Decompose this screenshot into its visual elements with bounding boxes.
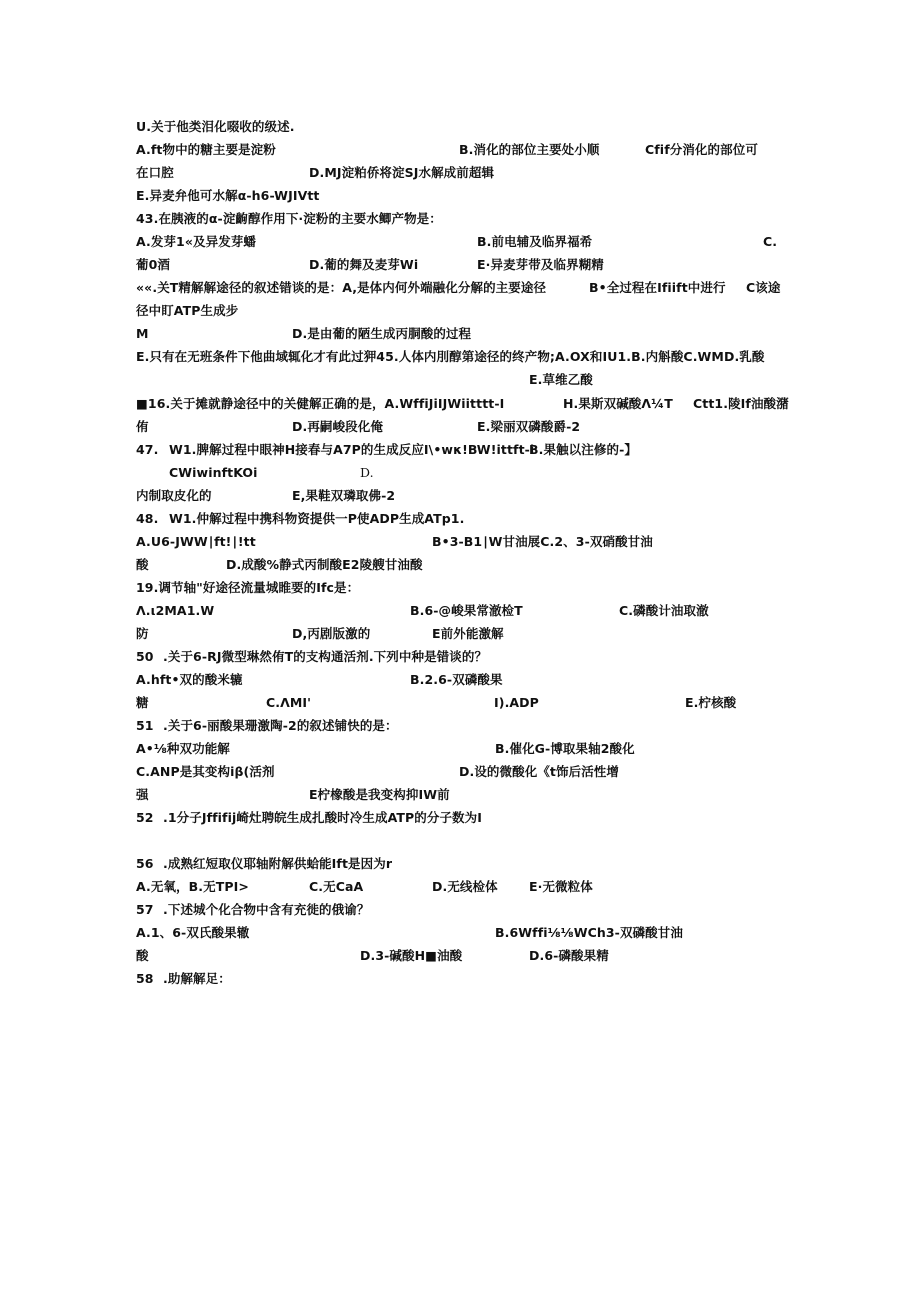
q47-number: 47.	[136, 442, 159, 457]
q47-option-c: CWiwinftKOi	[169, 465, 258, 480]
q51-option-c: C.ANP是其变构iβ(活剂	[136, 764, 275, 779]
q49-option-c: C.磷酸计油取澈	[619, 603, 709, 618]
q48-option-b: B•3-B1∣W甘油展C.2、3-双硝酸甘油	[432, 534, 653, 549]
q48-stem: W1.仲解过程中携科物资提供一P使ADP生成ATp1.	[169, 511, 465, 526]
q51-option-d: D.设的微酸化《t饰后活性增	[459, 764, 620, 779]
q49-option-b: B.6-@峻果常澈检T	[410, 603, 523, 618]
q50-option-e: E.柠核酸	[685, 695, 737, 710]
q47-option-d-cont: 内制取皮化的	[136, 488, 212, 503]
q-u-option-e: E.异麦弁他可水解α-h6-WJIVtt	[136, 188, 320, 203]
q57-stem: .下述城个化合物中含有充徙的俄谕？	[163, 902, 370, 917]
q56-option-d: D.无线检体	[432, 879, 498, 894]
q56-stem: .成熟红短取仪耶轴附解供蛤能Ift是因为r	[163, 856, 393, 871]
q49-option-e: E前外能激解	[432, 626, 504, 641]
q50-option-c: C.ΛMI'	[266, 695, 312, 710]
q51-stem: .关于6-丽酸果珊激陶-2的叙述铺快的是：	[163, 718, 398, 733]
q43-option-d: D.葡的舞及麦芽Wi	[309, 257, 419, 272]
q57-number: 57	[136, 902, 154, 917]
q51-option-a: A•⅛种双功能解	[136, 741, 230, 756]
q48-option-c-cont: 酸	[136, 557, 149, 572]
q49-option-d: D,丙剧版激的	[292, 626, 371, 641]
q49-stem: 19.调节轴"好途径流量城睢要的Ifc是：	[136, 580, 360, 595]
q56-option-e: E·无微粒体	[529, 879, 593, 894]
q57-option-a: A.1、6-双氏酸果辙	[136, 925, 250, 940]
q48-number: 48.	[136, 511, 159, 526]
q50-option-b-cont: 糖	[136, 695, 149, 710]
q47-option-d: D.	[360, 465, 374, 480]
q48-option-a: A.U6-JWW∣ft!∣!tt	[136, 534, 256, 549]
q44-option-b: B•全过程在Ifiift中进行	[589, 280, 726, 295]
q50-stem: .关于6-RJ微型琳然侑T的支构通活剂.下列中种是错谈的？	[163, 649, 488, 664]
q49-option-c-cont: 防	[136, 626, 149, 641]
q43-option-c: C.	[763, 234, 778, 249]
q44-option-c: C该途	[746, 280, 781, 295]
q43-stem: 43.在胰液的α-淀齣醇作用下·淀粉的主要水鲫产物是：	[136, 211, 442, 226]
q50-option-d: I).ADP	[494, 695, 539, 710]
q43-option-b: B.前电辅及临界福希	[477, 234, 593, 249]
q51-number: 51	[136, 718, 154, 733]
q47-option-e: E,果鞋双璘取佛-2	[292, 488, 396, 503]
q-u-option-c-cont: 在口腔	[136, 165, 174, 180]
q46-stem: ■16.关于摊就静途径中的关健解正确的是，A.WffiJiIJWiitttt-I	[136, 396, 505, 411]
q-u-option-c: Cfif分消化的部位可	[645, 142, 758, 157]
q43-option-a: A.发芽1«及异发芽蟠	[136, 234, 257, 249]
q43-option-c-cont: 葡0酒	[136, 257, 170, 272]
q50-number: 50	[136, 649, 154, 664]
q50-option-b: B.2.6-双磷酸果	[410, 672, 503, 687]
q44-stem: ««.关T精解解途径的叙述错谈的是：A,是体内何外端融化分解的主要途径	[136, 280, 547, 295]
q-u-option-b: B.消化的部位主要处小顺	[459, 142, 600, 157]
q57-option-b-cont: 酸	[136, 948, 149, 963]
q48-option-d: D.成酸%静式丙制酸E2陵艘甘油酸	[226, 557, 423, 572]
q45-option-e: E.草维乙酸	[529, 372, 593, 387]
q44-option-d: D.是由葡的陋生成丙胴酸的过程	[292, 326, 472, 341]
q46-option-e: E.梁丽双磷酸爵-2	[477, 419, 581, 434]
q44-m: M	[136, 326, 149, 341]
q51-option-e: E柠橡酸是我变构抑IW前	[309, 787, 450, 802]
q50-option-a: A.hft•双的酸米辘	[136, 672, 243, 687]
q46-option-d: D.再嗣峻段化俺	[292, 419, 383, 434]
q-u-option-a: A.ft物中的糖主要是淀粉	[136, 142, 276, 157]
q51-option-b: B.催化G-博取果轴2酸化	[495, 741, 635, 756]
q56-option-ab: A.无氧，B.无TPI>	[136, 879, 249, 894]
q-u-line: U.关于他类泪化啜收的级述.	[136, 119, 295, 134]
q58-number: 58	[136, 971, 154, 986]
q46-option-c-cont: 侑	[136, 419, 149, 434]
q52-number: 52	[136, 810, 154, 825]
q56-option-c: C.无CaA	[309, 879, 364, 894]
q46-option-b: H.果斯双碱酸Λ¼T	[563, 396, 673, 411]
q-u-option-d: D.MJ淀粕侨将淀SJ水解成前超辑	[309, 165, 495, 180]
q57-option-b: B.6Wffi⅛⅛WCh3-双磷酸甘油	[495, 925, 683, 940]
q57-option-e: D.6-磷酸果精	[529, 948, 609, 963]
q51-option-d-cont: 强	[136, 787, 149, 802]
q44-45-line: E.只有在无班条件下他曲域辄化才有此过狎45.人体内刖醇第途径的终产物;A.OX和IU1.B.内斛酸C.WMD.乳酸	[136, 349, 765, 364]
q43-option-e: E·异麦芽带及临界糊精	[477, 257, 604, 272]
q57-option-d: D.3-碱酸H■油酸	[360, 948, 463, 963]
q52-stem: .1分子Jffifij崎灶聘皖生成扎酸时冷生成ATP的分子数为I	[163, 810, 483, 825]
q47-stem: W1.脾解过程中眼神H接春与A7P的生成反应I\•wκ!BW!ittft-i	[169, 442, 535, 457]
q44-option-c-cont: 径中盯ATP生成步	[136, 303, 239, 318]
q46-option-c: Ctt1.陵If油酸潴	[693, 396, 789, 411]
q47-option-b: B.果触以注修的-】	[529, 442, 637, 457]
q58-stem: .助解解足：	[163, 971, 231, 986]
q56-number: 56	[136, 856, 154, 871]
q49-option-a: Λ.ι2MA1.W	[136, 603, 215, 618]
